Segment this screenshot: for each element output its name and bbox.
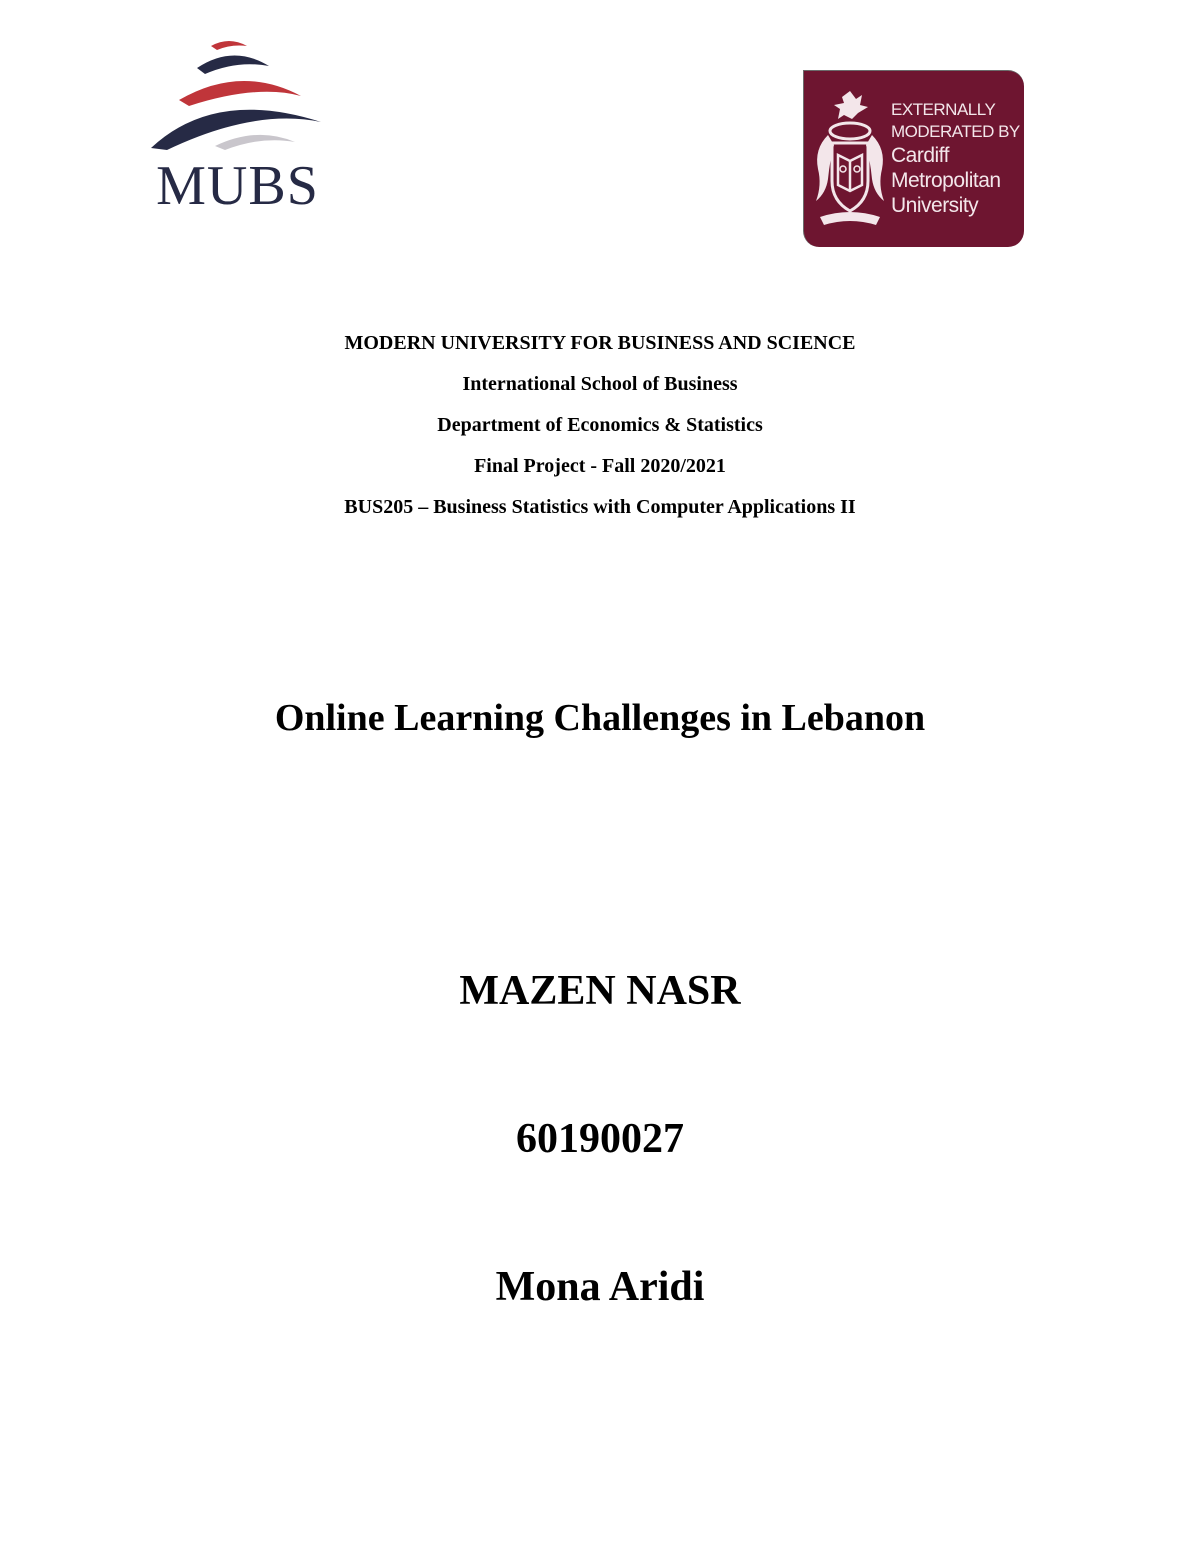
school-name: International School of Business — [462, 373, 738, 395]
cardiff-met-logo — [803, 70, 1024, 247]
moderated-by-text: MODERATED BY — [891, 122, 1020, 141]
student-name: MAZEN NASR — [459, 968, 741, 1014]
coat-of-arms-icon — [812, 89, 888, 229]
institution-header — [0, 327, 1200, 532]
department-name: Department of Economics & Statistics — [437, 414, 763, 436]
externally-text: EXTERNALLY — [891, 100, 996, 119]
mubs-logo — [145, 38, 330, 218]
course-name: BUS205 – Business Statistics with Computer Applications II — [344, 496, 856, 518]
university-text: University — [891, 194, 979, 217]
project-term: Final Project - Fall 2020/2021 — [474, 455, 726, 477]
metropolitan-text: Metropolitan — [891, 169, 1001, 192]
university-name: MODERN UNIVERSITY FOR BUSINESS AND SCIENCE — [344, 332, 856, 354]
mubs-wave-icon — [145, 38, 330, 158]
cardiff-text: Cardiff — [891, 144, 949, 167]
student-id: 60190027 — [516, 1116, 684, 1162]
document-title: Online Learning Challenges in Lebanon — [274, 697, 926, 739]
cardiff-met-text — [891, 99, 1021, 218]
instructor-name: Mona Aridi — [495, 1264, 705, 1310]
mubs-wordmark: MUBS — [156, 155, 319, 217]
